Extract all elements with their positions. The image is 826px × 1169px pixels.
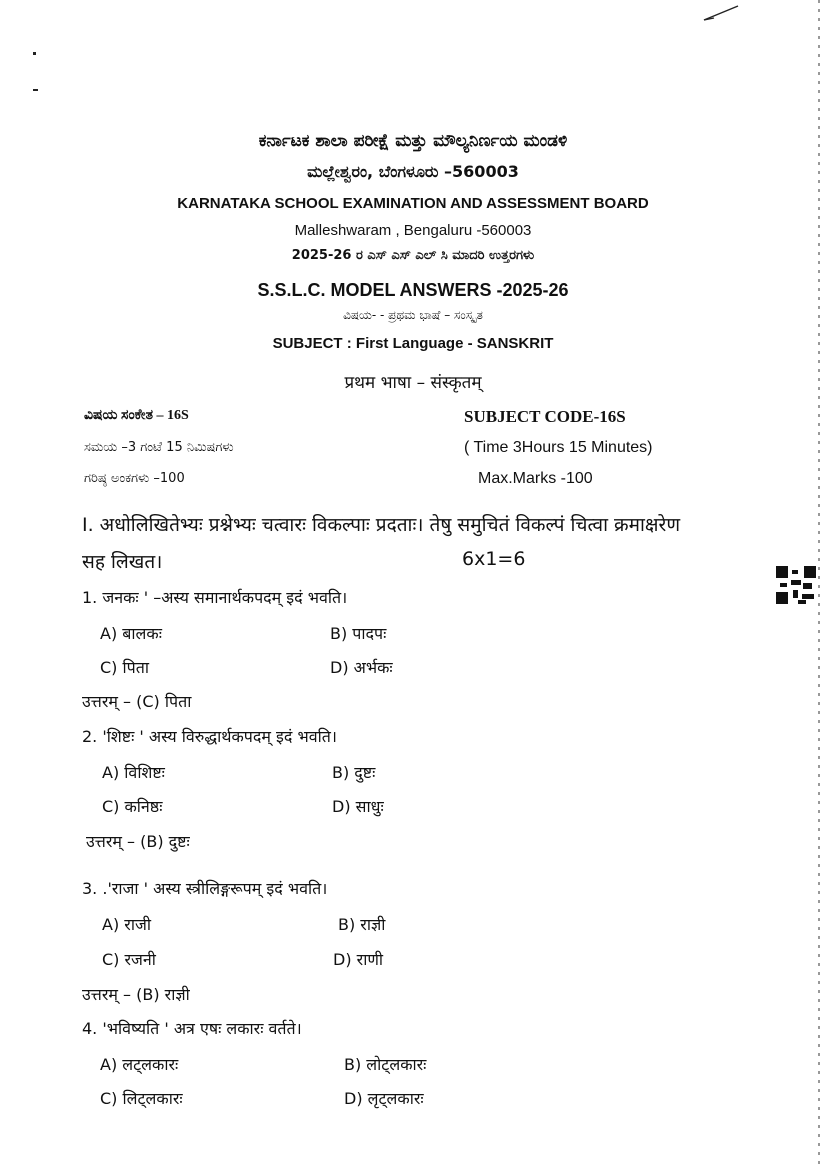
kannada-model-answers: 2025-26 ರ ಎಸ್ ಎಸ್ ಎಲ್ ಸಿ ಮಾದರಿ ಉತ್ತರಗಳು — [291, 248, 535, 263]
section-instruction: I. अधोलिखितेभ्यः प्रश्नेभ्यः चत्वारः विकल्पाः प्रदताः। तेषु समुचितं विकल्पं चित्वा क्रमाक्षरेण — [82, 514, 681, 536]
max-marks: Max.Marks -100 — [478, 470, 593, 487]
question-3-answer: उत्तरम् – (B) राज्ञी — [82, 985, 190, 1004]
section-marks: 6x1=6 — [462, 548, 526, 570]
question-1-option-c: C) पिता — [100, 658, 149, 677]
question-3-option-a: A) राजी — [102, 915, 151, 934]
pen-mark — [700, 2, 742, 24]
question-3-option-b: B) राज्ञी — [338, 915, 386, 934]
question-4-option-d: D) लृट्लकारः — [344, 1089, 424, 1108]
question-1-option-d: D) अर्भकः — [330, 658, 393, 677]
question-2-option-b: B) दुष्टः — [332, 763, 376, 782]
scan-speck — [33, 89, 38, 91]
scan-speck — [33, 52, 36, 55]
question-1: 1. जनकः ' –अस्य समानार्थकपदम् इदं भवति। — [82, 588, 348, 607]
question-4: 4. 'भविष्यति ' अत्र एषः लकारः वर्तते। — [82, 1019, 302, 1038]
board-name: KARNATAKA SCHOOL EXAMINATION AND ASSESSMENT BOARD — [177, 195, 649, 212]
question-3-option-d: D) राणी — [333, 950, 384, 969]
question-1-option-a: A) बालकः — [100, 624, 162, 643]
section-instruction-cont: सह लिखत। — [82, 551, 163, 573]
question-1-option-b: B) पादपः — [330, 624, 387, 643]
question-2-option-a: A) विशिष्टः — [102, 763, 165, 782]
board-address: Malleshwaram , Bengaluru -560003 — [294, 222, 532, 239]
kannada-time: ಸಮಯ –3 ಗಂಟೆ 15 ನಿಮಿಷಗಳು — [84, 440, 234, 455]
kannada-board-title: ಕರ್ನಾಟಕ ಶಾಲಾ ಪರೀಕ್ಷೆ ಮತ್ತು ಮೌಲ್ಯನಿರ್ಣಯ ಮಂಡಳಿ — [258, 131, 568, 151]
qr-code — [776, 566, 816, 604]
sanskrit-subject: प्रथम भाषा – संस्कृतम् — [344, 373, 482, 393]
question-3: 3. .'राजा ' अस्य स्त्रीलिङ्गरूपम् इदं भवति। — [82, 879, 328, 898]
question-4-option-c: C) लिट्लकारः — [100, 1089, 183, 1108]
kannada-subject: ವಿಷಯ- - ಪ್ರಥಮ ಭಾಷೆ – ಸಂಸ್ಕೃತ — [343, 308, 483, 322]
exam-time: ( Time 3Hours 15 Minutes) — [464, 439, 653, 456]
kannada-subject-code: ವಿಷಯ ಸಂಕೇತ – 16S — [84, 408, 189, 423]
question-4-option-b: B) लोट्लकारः — [344, 1055, 427, 1074]
kannada-max-marks: ಗರಿಷ್ಠ ಅಂಕಗಳು –100 — [84, 471, 185, 486]
subject-code: SUBJECT CODE-16S — [464, 407, 626, 426]
kannada-address: ಮಲ್ಲೇಶ್ವರಂ, ಬೆಂಗಳೂರು –560003 — [307, 162, 519, 181]
subject-line: SUBJECT : First Language - SANSKRIT — [272, 335, 554, 352]
question-2-option-c: C) कनिष्ठः — [102, 797, 163, 816]
question-2-option-d: D) साधुः — [332, 797, 384, 816]
question-2: 2. 'शिष्टः ' अस्य विरुद्धार्थकपदम् इदं भवति। — [82, 727, 337, 746]
question-4-option-a: A) लट्लकारः — [100, 1055, 179, 1074]
page-title: S.S.L.C. MODEL ANSWERS -2025-26 — [257, 280, 569, 300]
question-2-answer: उत्तरम् – (B) दुष्टः — [86, 832, 190, 851]
question-1-answer: उत्तरम् – (C) पिता — [82, 692, 192, 711]
question-3-option-c: C) रजनी — [102, 950, 156, 969]
